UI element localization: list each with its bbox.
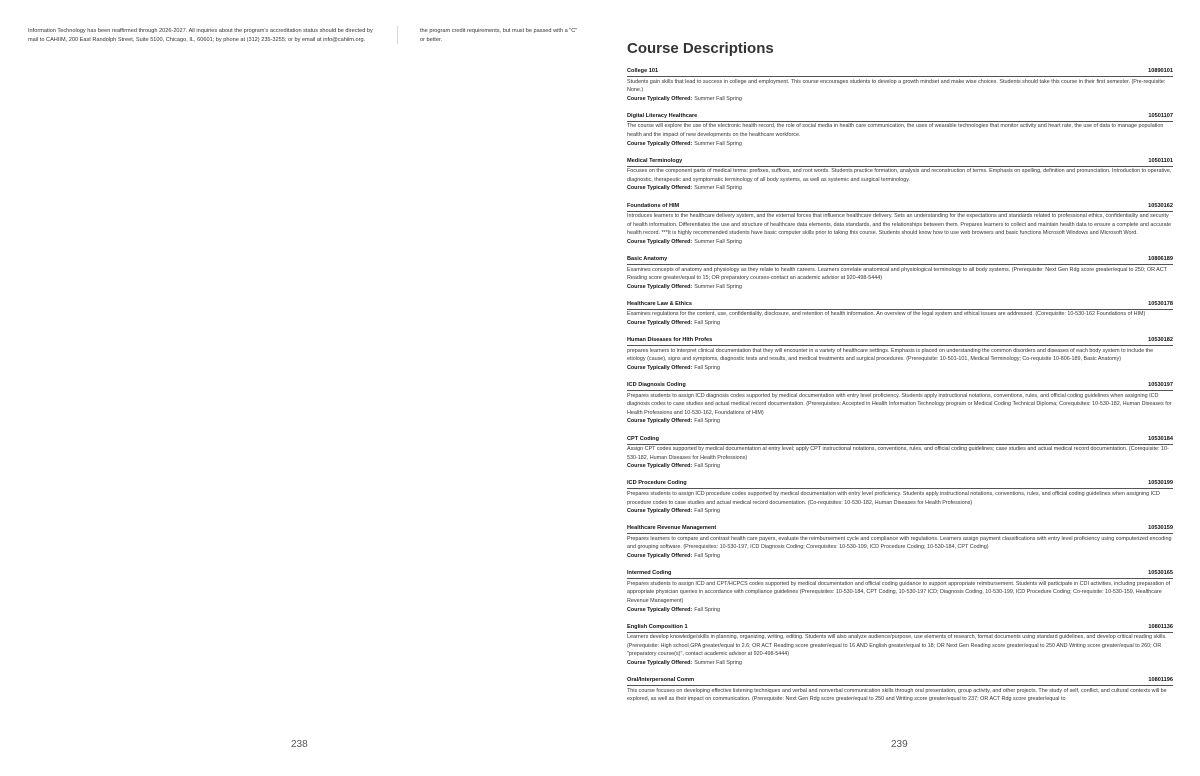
course-name: English Composition 1	[627, 623, 688, 630]
course-name: Healthcare Law & Ethics	[627, 300, 692, 307]
course-name: ICD Procedure Coding	[627, 480, 687, 487]
course-entry	[627, 570, 1173, 614]
offered-terms: Fall Spring	[694, 418, 720, 425]
course-header	[627, 203, 1173, 212]
course-code: 10530178	[1148, 300, 1173, 307]
accreditation-text: Information Technology has been reaffirmed through 2026-2027. All inquiries about the program's accreditation status should be directed by mail to CAHIIM, 200 East Randolph Street, Suite 5100, Chicago, IL, 60601; by phone at (312) 235-3255; or by email at info@cahiim.org.	[28, 28, 373, 43]
course-description: Prepares students to assign ICD diagnosis codes supported by medical documentation with entry level proficiency. Students apply instructional notations, conventions, rules, and official coding guidelines when assigning ICD diagnosis codes to case studies and actual medical record documentation. (Prerequisites: Accepted in Health Information Technology program or Medical Coding Technical Diploma; Corequisites: 10-530-182, Human Diseases for Health Professions and 10-530-162, Foundations of HIM)	[627, 392, 1172, 416]
offered-label: Course Typically Offered:	[627, 140, 693, 147]
course-header	[627, 337, 1173, 346]
course-entry	[627, 68, 1173, 103]
course-offered	[627, 184, 1173, 193]
course-name: Digital Literacy Healthcare	[627, 112, 698, 119]
course-offered	[627, 95, 1173, 104]
course-description: Students gain skills that lead to success in college and employment. This course encourages students to develop a growth mindset and make wise choices. Students should take this course in their first semester. (Pre-requisite: None.)	[627, 78, 1166, 94]
credit-requirement-text: the program credit requirements, but must be passed with a "C" or better.	[420, 28, 578, 43]
course-code: 10801136	[1148, 623, 1173, 630]
offered-terms: Summer Fall Spring	[694, 95, 742, 102]
course-description: Assign CPT codes supported by medical documentation at entry level; apply CPT instructional notations, conventions, rules, and official coding guidelines; case studies and actual medical record documentation. (Corequisite: 10-530-182, Human Diseases for Health Professions)	[627, 446, 1169, 461]
course-entry	[627, 337, 1173, 372]
offered-terms: Summer Fall Spring	[694, 659, 742, 666]
course-header	[627, 113, 1173, 122]
course-entry	[627, 436, 1173, 471]
course-name: Oral/Interpersonal Comm	[627, 677, 695, 684]
course-code: 10530197	[1148, 382, 1173, 389]
course-header	[627, 624, 1173, 633]
course-list	[627, 68, 1173, 713]
course-offered	[627, 364, 1173, 373]
offered-label: Course Typically Offered:	[627, 320, 693, 327]
offered-terms: Fall Spring	[694, 606, 720, 613]
course-header	[627, 256, 1173, 265]
offered-terms: Summer Fall Spring	[694, 238, 742, 245]
offered-terms: Fall Spring	[694, 553, 720, 560]
course-name: Medical Terminology	[627, 157, 683, 164]
course-header	[627, 436, 1173, 445]
course-description: prepares learners to interpret clinical documentation that they will encounter in a variety of healthcare settings. Emphasis is placed on understanding the common disorders and diseases of each body system to include the etiology (cause), signs and symptoms, diagnostic tests and results, and medical treatments and surgical procedures. (Prerequisite: 10-501-101, Medical Terminology; Co-requisite 10-806-189, Basic Anatomy)	[627, 347, 1154, 363]
offered-terms: Summer Fall Spring	[694, 283, 742, 290]
course-entry	[627, 113, 1173, 148]
offered-label: Course Typically Offered:	[627, 508, 693, 515]
offered-label: Course Typically Offered:	[627, 463, 693, 470]
course-name: CPT Coding	[627, 435, 660, 442]
course-description: Focuses on the component parts of medical terms: prefixes, suffixes, and root words. Students practice formation, analysis and reconstruction of terms. Emphasis on spelling, definition and pronunciation. Introduction to operative, diagnostic, therapeutic and symptomatic terminology of all body systems, as well as systemic and surgical terminology.	[627, 168, 1172, 183]
course-entry	[627, 677, 1173, 704]
offered-label: Course Typically Offered:	[627, 418, 693, 425]
course-code: 10501101	[1148, 157, 1173, 164]
course-header	[627, 570, 1173, 579]
course-description: This course focuses on developing effective listening techniques and verbal and nonverbal communication skills through oral presentation, group activity, and other projects. The study of self, conflict, and cultural contexts will be explored, as well as their impact on communication. (Prerequisite: Next Gen Rdg score greater/equal to 250 and Writing score greater/equal to 237; OR ACT Rdg score greater/equal to	[627, 687, 1167, 703]
course-entry	[627, 301, 1173, 328]
offered-label: Course Typically Offered:	[627, 659, 693, 666]
course-entry	[627, 382, 1173, 426]
course-entry	[627, 480, 1173, 515]
course-header	[627, 677, 1173, 686]
offered-terms: Fall Spring	[694, 364, 720, 371]
course-name: Basic Anatomy	[627, 256, 668, 263]
offered-terms: Fall Spring	[694, 508, 720, 515]
course-code: 10801196	[1148, 677, 1173, 684]
offered-terms: Fall Spring	[694, 463, 720, 470]
course-entry	[627, 624, 1173, 668]
course-offered	[627, 417, 1173, 426]
page-title: Course Descriptions	[627, 40, 774, 57]
course-description: Examines regulations for the content, use, confidentiality, disclosure, and retention of health information. An overview of the legal system and ethical issues are addressed. (Corequisite: 10-530-162 Foundations of HIM)	[627, 311, 1146, 318]
right-page	[600, 0, 1200, 776]
course-offered	[627, 238, 1173, 247]
course-entry	[627, 203, 1173, 247]
course-code: 10530162	[1148, 202, 1173, 209]
course-description: Prepares learners to compare and contrast health care payers, evaluate the reimbursement cycle and compliance with regulations. Learners assign payment classifications with entry level proficiency using computerized encoding and grouping software. (Prerequisites: 10-530-197, ICD Diagnosis Coding; Corequisites: 10-530-199, ICD Procedure Coding; 10-530-184, CPT Coding)	[627, 535, 1172, 551]
course-offered	[627, 552, 1173, 561]
course-offered	[627, 462, 1173, 471]
column-divider	[397, 26, 398, 44]
offered-terms: Summer Fall Spring	[694, 185, 742, 192]
course-header	[627, 301, 1173, 310]
course-entry	[627, 158, 1173, 193]
course-offered	[627, 283, 1173, 292]
course-description: Prepares students to assign ICD procedure codes supported by medical documentation with entry level proficiency. Students apply instructional notations, conventions, rules, and official coding guidelines when assigning ICD procedure codes to case studies and actual medical record documentation. (Co-requisites: 10-530-182, Human Diseases for Health Professions)	[627, 490, 1160, 506]
offered-label: Course Typically Offered:	[627, 364, 693, 371]
offered-label: Course Typically Offered:	[627, 95, 693, 102]
offered-label: Course Typically Offered:	[627, 553, 693, 560]
course-header	[627, 525, 1173, 534]
page-number-right: 239	[891, 739, 908, 750]
offered-terms: Summer Fall Spring	[694, 140, 742, 147]
course-code: 10530165	[1148, 570, 1173, 577]
course-description: Learners develop knowledge/skills in planning, organizing, writing, editing. Students will also analyze audience/purpose, use elements of research, format documents using standard guidelines, and develop critical reading skills. (Prerequisite: High school GPA greater/equal to 2.6; OR ACT Reading score greater/equal to 16 AND English greater/equal to 18; OR Next Gen Reading score greater/equal to 250 AND Writing score greater/equal to 260; OR "preparatory course(s)", contact academic advisor at 920-498-5444)	[627, 634, 1167, 658]
course-offered	[627, 140, 1173, 149]
course-description: The course will explore the use of the electronic health record, the role of social media in health care communication, the uses of wearable technologies that monitor activity and heart rate, the use of data to manage population health and the impact of new developments on the healthcare workforce.	[627, 123, 1164, 138]
course-code: 10530199	[1148, 480, 1173, 487]
offered-terms: Fall Spring	[694, 320, 720, 327]
course-offered	[627, 319, 1173, 328]
offered-label: Course Typically Offered:	[627, 283, 693, 290]
page-number-left: 238	[291, 739, 308, 750]
course-code: 10530159	[1148, 525, 1173, 532]
course-name: Healthcare Revenue Management	[627, 525, 717, 532]
offered-label: Course Typically Offered:	[627, 606, 693, 613]
course-code: 10530182	[1148, 337, 1173, 344]
course-entry	[627, 525, 1173, 560]
course-header	[627, 158, 1173, 167]
course-name: College 101	[627, 68, 659, 74]
course-description: Introduces learners to the healthcare delivery system, and the external forces that influence healthcare delivery. Sets an understanding for the expectations and standards related to professional ethics, confidentiality and security of health information. Differentiates the use and structure of healthcare data elements, data standards, and the relationships between them. Prepares learners to collect and maintain health data to ensure a complete and accurate health record. ***It is highly recommended students have basic computer skills prior to taking this course. Students should know how to use web browsers and basic functions Microsoft Windows and Microsoft Word.	[627, 213, 1172, 237]
course-description: Examines concepts of anatomy and physiology as they relate to health careers. Learners correlate anatomical and physiological terminology to all body systems. (Prerequisite: Next Gen Rdg score greater/equal to 250; OR ACT Reading score greater/equal to 15; OR preparatory courses-contact an academic advisor at 920-498-5444)	[627, 266, 1167, 282]
offered-label: Course Typically Offered:	[627, 238, 693, 245]
course-offered	[627, 507, 1173, 516]
course-header	[627, 382, 1173, 391]
course-offered	[627, 659, 1173, 668]
course-code: 10806189	[1148, 256, 1173, 263]
course-description: Prepares students to assign ICD and CPT/HCPCS codes supported by medical documentation and official coding guidance to support appropriate reimbursement. Students will participate in CDI activities, including preparation of appropriate physician queries in accordance with compliance guidelines (Prerequisites: 10-530-184, CPT Coding, 10-530-197 ICD; Diagnosis Coding, 10-530-199, ICD Procedure Coding; Co-requisite: 10-530-159, Healthcare Revenue Management)	[627, 580, 1171, 604]
course-name: Human Diseases for Hlth Profes	[627, 337, 713, 344]
course-entry	[627, 256, 1173, 291]
course-name: Intermed Coding	[627, 570, 672, 577]
course-name: ICD Diagnosis Coding	[627, 382, 686, 389]
course-header	[627, 68, 1173, 77]
course-code: 10530184	[1148, 435, 1173, 442]
course-code: 10890101	[1148, 68, 1173, 74]
offered-label: Course Typically Offered:	[627, 185, 693, 192]
course-name: Foundations of HIM	[627, 202, 680, 209]
course-offered	[627, 606, 1173, 615]
course-header	[627, 480, 1173, 489]
course-code: 10501107	[1148, 112, 1173, 119]
